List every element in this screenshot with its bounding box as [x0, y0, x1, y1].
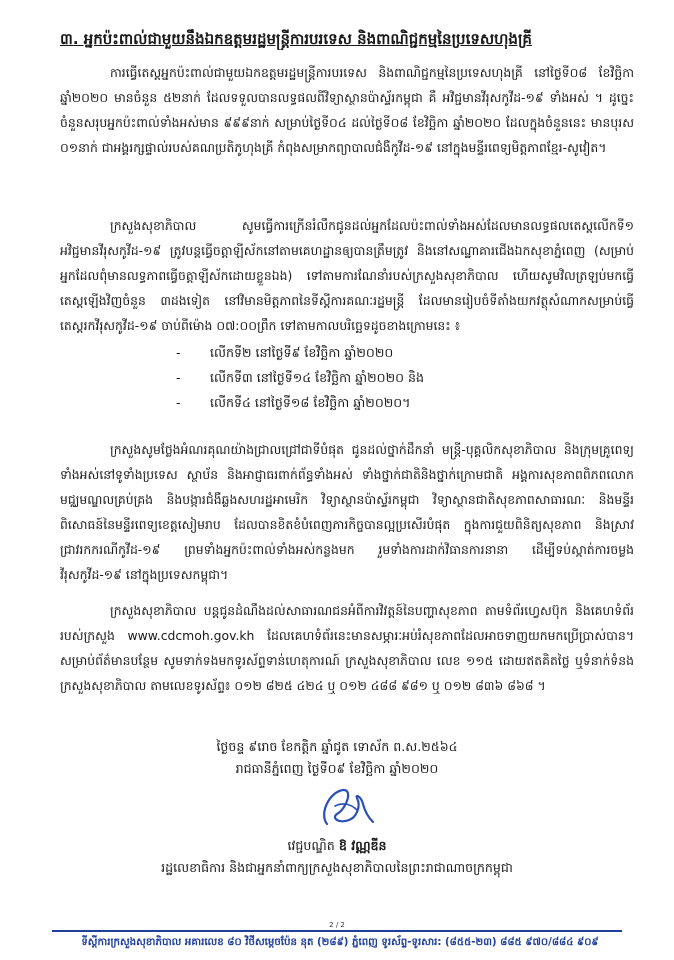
signer-name: ឱ វណ្ណឌីន	[338, 838, 387, 853]
page-number: 2 / 2	[329, 921, 345, 929]
bullet-marker: -	[176, 345, 181, 360]
bullet-marker: -	[176, 395, 181, 410]
paragraph-quarantine-reminder: ក្រសួងសុខាភិបាល សូមធ្វើការក្រើនរំលឹកជូនដល់អ្នកដែលប៉ះពាល់ទាំងអស់ដែលមានលទ្ធផលតេស្តលើកទី១ អវិជ្ជមានវីរុសកូវីដ-១៩ ត្រូវបន្តធ្វើចត្តាឡីស័កនៅតាមគេហដ្ឋានឲ្យបានត្រឹមត្រូវ និងនៅសណ្ឋាគារជើងឯកសុខាភ្នំពេញ (សម្រាប់អ្នកដែលពុំមានលទ្ធភាពធ្វើចត្តាឡីស័កដោយខ្លួនឯង) ទៅតាមការណែនាំរបស់ក្រសួងសុខាភិបាល ហើយសូមវិលត្រឡប់មកធ្វើតេស្តឡើងវិញចំនួន ៣ដងទៀត នៅវិមានមិត្តភាពនៃទីស្តីការគណៈរដ្ឋមន្ត្រី ដែលមានរៀបចំទីតាំងយកវត្ថុសំណាកសម្រាប់ធ្វើតេស្តរកវីរុសកូវីដ-១៩ ចាប់ពីម៉ោង ០៧:០០ព្រឹក ទៅតាមកាលបរិច្ឆេទដូចខាងក្រោមនេះ ៖	[60, 218, 634, 333]
bullet-marker: -	[176, 370, 181, 385]
retest-date-2: លើកទី២ នៅថ្ងៃទី៩ ខែវិច្ឆិកា ឆ្នាំ២០២០	[210, 345, 394, 360]
retest-schedule-list	[176, 340, 424, 415]
footer-address: ទីស្តីការក្រសួងសុខាភិបាល អគារលេខ ៨០ វិថីសម្តេចប៉ែន នុត (២៨៩) ភ្នំពេញ ទូរស័ព្ទ-ទូរសារ: (៨៥៥-២៣) ៨៨៥ ៩៧០/៨៨៤ ៩០៩	[81, 937, 599, 948]
lunar-date: ថ្ងៃចន្ទ ៩រោច ខែកត្តិក ឆ្នាំជូត ទោស័ក ព.ស.២៥៦៤	[216, 739, 458, 754]
signer-position: រដ្ឋលេខាធិការ និងជាអ្នកនាំពាក្យក្រសួងសុខាភិបាលនៃព្រះរាជាណាចក្រកម្ពុជា	[161, 860, 513, 875]
paragraph-thanks: ក្រសួងសូមថ្លែងអំណរគុណយ៉ាងជ្រាលជ្រៅជាទីបំផុត ជូនដល់ថ្នាក់ដឹកនាំ មន្ត្រី-បុគ្គលិកសុខាភិបាល និងក្រុមគ្រូពេទ្យទាំងអស់នៅទូទាំងប្រទេស ស្ថាប័ន និងអាជ្ញាធរពាក់ព័ន្ធទាំងអស់ ទាំងថ្នាក់ជាតិនិងថ្នាក់ក្រោមជាតិ អង្គការសុខភាពពិភពលោក មជ្ឈមណ្ឌលគ្រប់គ្រង និងបង្ការជំងឺឆ្លងសហរដ្ឋអាមេរិក វិទ្យាស្ថានប៉ាស្ទ័រកម្ពុជា វិទ្យាស្ថានជាតិសុខភាពសាធារណៈ និងមន្ទីរពិសោធន៍នៃមន្ទីរពេទ្យខេត្តសៀមរាប ដែលបានខិតខំបំពេញភារកិច្ចបានល្អប្រសើរបំផុត ក្នុងការជួយពិនិត្យសុខភាព និងស្រាវជ្រាវរកករណីកូវីដ-១៩ ព្រមទាំងអ្នកប៉ះពាល់ទាំងអស់កន្លងមក រួមទាំងការដាក់វិធានការនានា ដើម្បីទប់ស្កាត់ការចម្លងវីរុសកូវីដ-១៩ នៅក្នុងប្រទេសកម្ពុជា។	[60, 442, 634, 582]
list-item	[176, 340, 424, 365]
list-item	[176, 390, 424, 415]
signer-block	[0, 835, 674, 879]
signature-image	[317, 784, 375, 834]
paragraph-contact-info: ក្រសួងសុខាភិបាល បន្តជូនដំណឹងដល់សាធារណជនអំពីការវិវត្តន៍នៃបញ្ហាសុខភាព តាមទំព័រហ្វេសប៊ុក និងគេហទំព័ររបស់ក្រសួង www.cdcmoh.gov.kh ដែលគេហទំព័រនេះមានសម្ភារៈអប់រំសុខភាពដែលអាចទាញយកមកប្រើប្រាស់បាន។ សម្រាប់ព័ត៌មានបន្ថែម សូមទាក់ទងមកទូរស័ព្ទទាន់ហេតុការណ៍ ក្រសួងសុខាភិបាល លេខ ១១៥ ដោយឥតគិតថ្លៃ ឬទំនាក់ទំនងក្រសួងសុខាភិបាល តាមលេខទូរស័ព្ទ៖ ០១២ ៨២៥ ៤២៤ ឬ ០១២ ៤៨៨ ៩៨១ ឬ ០១២ ៨៣៦ ៨៦៨ ។	[60, 603, 634, 693]
solar-date: រាជធានីភ្នំពេញ ថ្ងៃទី០៩ ខែវិច្ឆិកា ឆ្នាំ២០២០	[235, 761, 439, 776]
section-heading: ៣. អ្នកប៉ះពាល់ជាមួយនឹងឯកឧត្តមរដ្ឋមន្ត្រីការបរទេស និងពាណិជ្ជកម្មនៃប្រទេសហុងគ្រី	[60, 30, 532, 48]
paragraph-contacts-test-results: ការធ្វើតេស្តអ្នកប៉ះពាល់ជាមួយឯកឧត្តមរដ្ឋមន្ត្រីការបរទេស និងពាណិជ្ជកម្មនៃប្រទេសហុងគ្រី នៅថ្ងៃទី០៨ ខែវិច្ឆិកា ឆ្នាំ២០២០ មានចំនួន ៥២នាក់ ដែលទទួលបានលទ្ធផលពីវិទ្យាស្ថានប៉ាស្ទ័រកម្ពុជា គឺ អវិជ្ជមានវីរុសកូវីដ-១៩ ទាំងអស់ ។ ដូច្នេះ ចំនួនសរុបអ្នកប៉ះពាល់ទាំងអស់មាន ៩៩៩នាក់ សម្រាប់ថ្ងៃទី០៤ ដល់ថ្ងៃទី០៨ ខែវិច្ឆិកា ឆ្នាំ២០២០ ដែលក្នុងចំនួននេះ មានបុរស ០១នាក់ ជាអង្គរក្សផ្ទាល់របស់គណប្រតិភូហុងគ្រី កំពុងសម្រាកព្យាបាលជំងឺកូវីដ-១៩ នៅក្នុងមន្ទីរពេទ្យមិត្តភាពខ្មែរ-សូវៀត។	[60, 65, 634, 155]
retest-date-4: លើកទី៤ នៅថ្ងៃទី១៨ ខែវិច្ឆិកា ឆ្នាំ២០២០។	[210, 395, 411, 410]
signer-title: វេជ្ជបណ្ឌិត	[287, 838, 335, 853]
date-block	[0, 736, 674, 780]
list-item	[176, 365, 424, 390]
footer-divider	[52, 930, 622, 932]
retest-date-3: លើកទី៣ នៅថ្ងៃទី១៤ ខែវិច្ឆិកា ឆ្នាំ២០២០ និង	[210, 370, 425, 385]
